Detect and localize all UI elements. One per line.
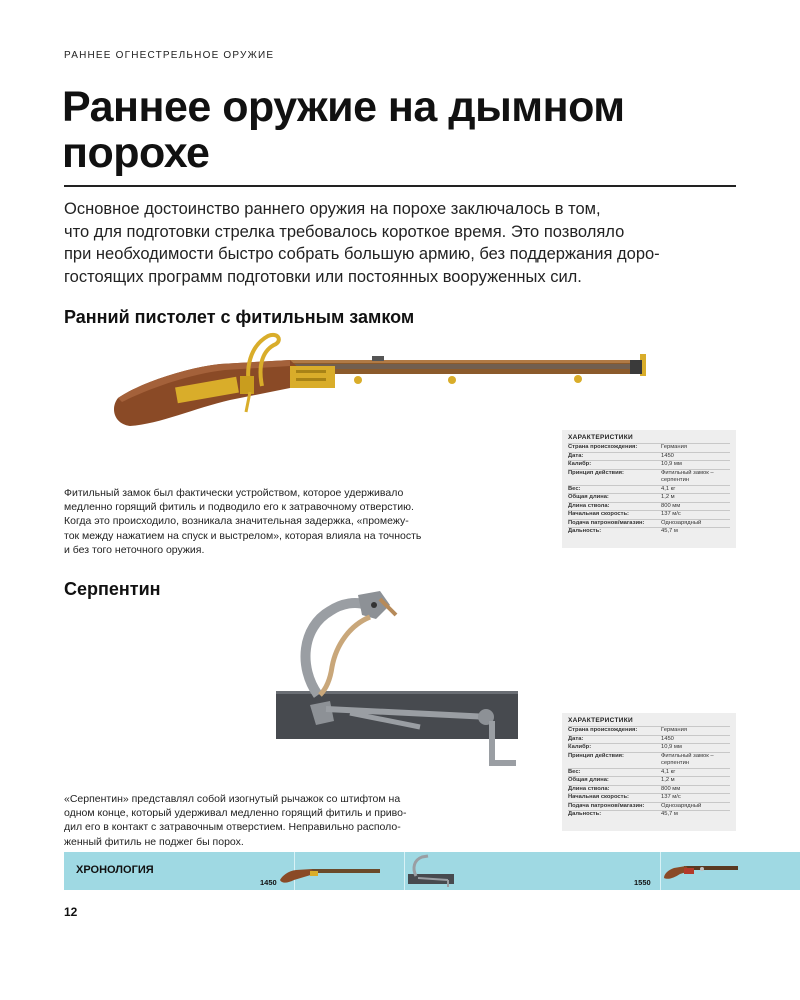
spec-key: Вес: — [568, 768, 581, 775]
spec-row — [568, 810, 730, 819]
spec-key: Длина ствола: — [568, 502, 610, 509]
section-heading-serpentine: Серпентин — [64, 579, 161, 599]
matchlock-description — [64, 486, 464, 557]
intro-line: Основное достоинство раннего оружия на порохе заключалось в том, — [64, 200, 601, 218]
spec-key: Подача патронов/магазин: — [568, 802, 645, 809]
spec-row — [568, 743, 730, 752]
spec-key: Дальность: — [568, 811, 602, 817]
matchlock-pistol-image — [100, 328, 660, 430]
section-heading-matchlock: Ранний пистолет с фитильным замком — [64, 307, 415, 327]
spec-row — [568, 519, 730, 528]
serpentine-lock-image — [270, 585, 530, 770]
specs-title: ХАРАКТЕРИСТИКИ — [568, 434, 633, 441]
title-divider — [64, 185, 736, 187]
spec-value: 45,7 м — [661, 811, 678, 817]
spec-value: 1,2 м — [661, 494, 675, 500]
timeline-divider — [660, 852, 661, 890]
section-label: РАННЕЕ ОГНЕСТРЕЛЬНОЕ ОРУЖИЕ — [64, 50, 275, 61]
spec-value: 4,1 кг — [661, 768, 676, 775]
spec-key: Начальная скорость: — [568, 794, 629, 800]
spec-key: Общая длина: — [568, 777, 609, 783]
description-line: ток между нажатием на спуск и выстрелом», которая влияла на точность — [64, 529, 422, 542]
spec-key: Калибр: — [568, 744, 592, 750]
spec-value: 800 мм — [661, 502, 681, 509]
matchlock-pistol-thumbnail — [278, 862, 382, 886]
page-title-line-2: порохе — [62, 129, 210, 177]
spec-row — [568, 460, 730, 469]
spec-row — [568, 785, 730, 794]
spec-value-line: серпентин — [661, 760, 690, 766]
spec-row — [568, 802, 730, 811]
spec-value-line: серпентин — [661, 477, 690, 483]
timeline-year-1550: 1550 — [634, 878, 651, 887]
spec-value-line: Фитильный замок – — [661, 752, 714, 759]
spec-row — [568, 493, 730, 502]
page-number: 12 — [64, 905, 78, 919]
intro-line: при необходимости быстро собрать большую армию, без поддержания доро- — [64, 245, 660, 263]
spec-row — [568, 752, 730, 768]
specs-title: ХАРАКТЕРИСТИКИ — [568, 717, 633, 724]
wheellock-thumbnail — [662, 860, 740, 884]
spec-row — [568, 527, 730, 536]
description-line: «Серпентин» представлял собой изогнутый рычажок со штифтом на — [64, 793, 401, 805]
spec-key: Дата: — [568, 452, 584, 459]
spec-value — [661, 470, 730, 485]
description-line: одном конце, который удерживал медленно горящий фитиль и приво- — [64, 807, 407, 820]
spec-value: 1450 — [661, 452, 674, 459]
spec-row — [568, 768, 730, 777]
spec-value: 4,1 кг — [661, 485, 676, 492]
timeline-band — [64, 852, 800, 890]
spec-row — [568, 452, 730, 461]
timeline-year-1450: 1450 — [260, 878, 277, 887]
spec-row — [568, 726, 730, 735]
spec-row — [568, 485, 730, 494]
spec-value: 10,9 мм — [661, 461, 682, 467]
page-title-line-1: Раннее оружие на дымном — [62, 83, 625, 131]
spec-key: Страна происхождения: — [568, 727, 638, 733]
description-line: Фитильный замок был фактически устройством, которое удерживало — [64, 487, 404, 499]
intro-line: гостоящих программ подготовки или постоянных вооруженных сил. — [64, 267, 582, 286]
description-line: Когда это происходило, возникала значительная задержка, «промежу- — [64, 515, 409, 528]
spec-value: Однозарядный — [661, 802, 702, 809]
spec-key: Дальность: — [568, 528, 602, 534]
spec-value: 10,9 мм — [661, 744, 682, 750]
description-line: женный фитиль не поджег бы порох. — [64, 835, 244, 848]
spec-key: Страна происхождения: — [568, 444, 638, 450]
page-title — [62, 84, 742, 176]
spec-value: 1,2 м — [661, 777, 675, 783]
description-line: медленно горящий фитиль и подводило его к затравочному отверстию. — [64, 501, 414, 514]
spec-key: Калибр: — [568, 461, 592, 467]
timeline-label: ХРОНОЛОГИЯ — [76, 864, 154, 876]
spec-key: Начальная скорость: — [568, 511, 629, 517]
spec-value — [661, 753, 730, 768]
spec-value: 45,7 м — [661, 528, 678, 534]
serpentine-thumbnail — [404, 854, 458, 888]
spec-value: Германия — [661, 444, 687, 450]
spec-value: Германия — [661, 727, 687, 733]
spec-key: Принцип действия: — [568, 752, 624, 759]
intro-line: что для подготовки стрелка требовалось короткое время. Это позволяло — [64, 222, 625, 241]
spec-row — [568, 469, 730, 485]
spec-row — [568, 443, 730, 452]
spec-key: Длина ствола: — [568, 785, 610, 792]
spec-key: Вес: — [568, 485, 581, 492]
spec-row — [568, 510, 730, 519]
intro-paragraph — [64, 198, 744, 288]
spec-value-line: Фитильный замок – — [661, 469, 714, 476]
description-line: дил его в контакт с затравочным отверстием. Неправильно располо- — [64, 821, 401, 834]
spec-row — [568, 776, 730, 785]
spec-key: Дата: — [568, 735, 584, 742]
specs-table-serpentine — [562, 713, 736, 831]
spec-row — [568, 793, 730, 802]
spec-key: Подача патронов/магазин: — [568, 519, 645, 526]
spec-key: Общая длина: — [568, 494, 609, 500]
spec-value: 137 м/с — [661, 511, 681, 517]
spec-row — [568, 502, 730, 511]
spec-row — [568, 735, 730, 744]
spec-key: Принцип действия: — [568, 469, 624, 476]
spec-value: 137 м/с — [661, 794, 681, 800]
spec-value: Однозарядный — [661, 519, 702, 526]
serpentine-description — [64, 792, 454, 849]
specs-table-matchlock — [562, 430, 736, 548]
spec-value: 800 мм — [661, 785, 681, 792]
description-line: и без того неточного оружия. — [64, 543, 205, 556]
spec-value: 1450 — [661, 735, 674, 742]
